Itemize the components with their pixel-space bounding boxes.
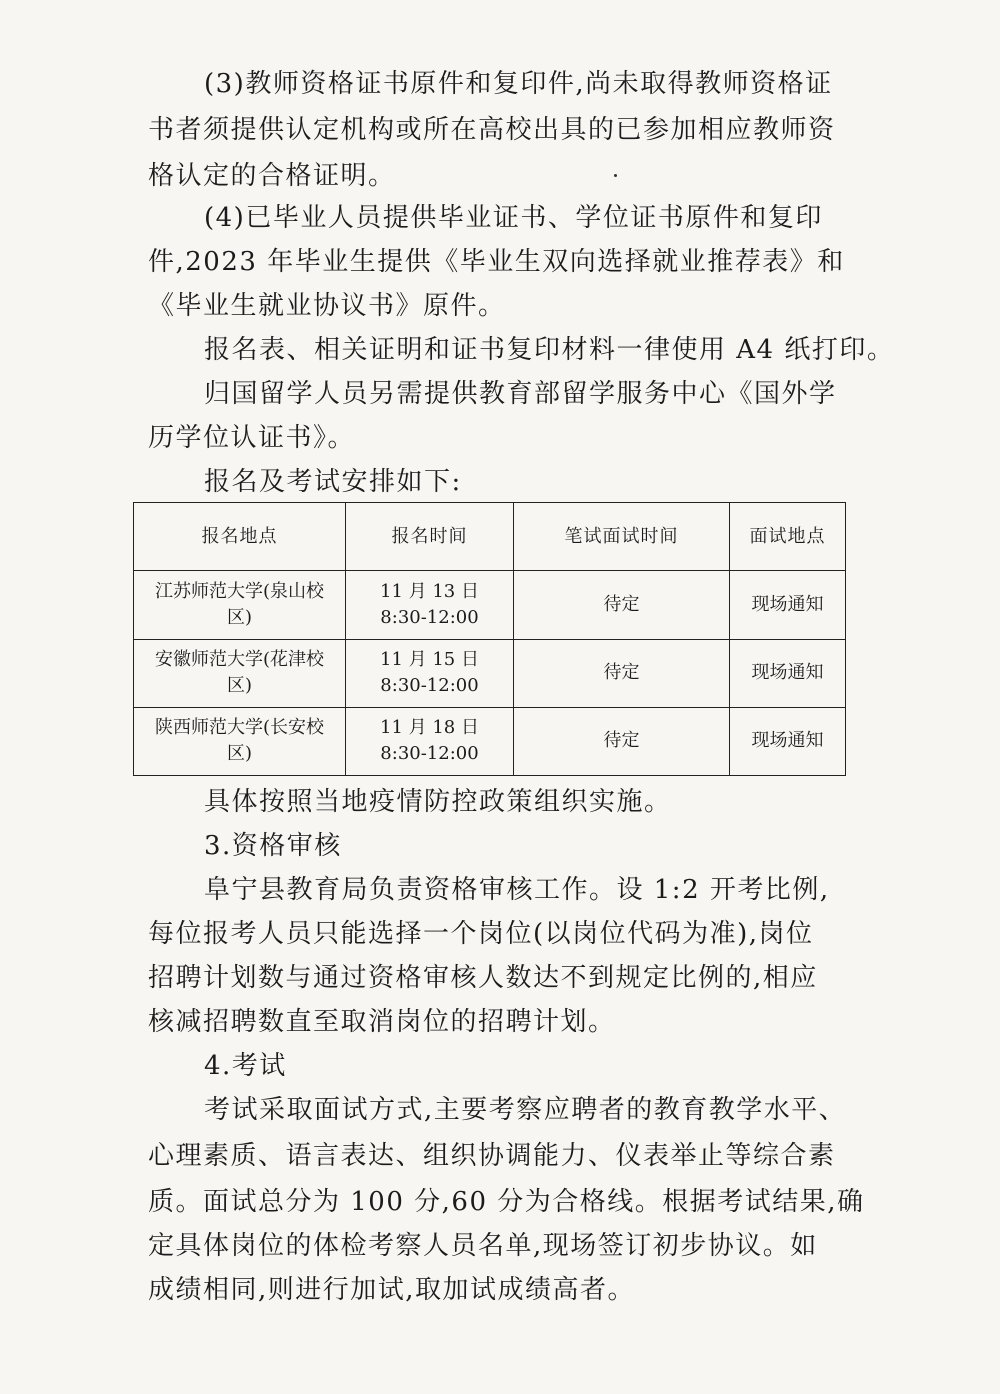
registration-schedule-table — [133, 502, 846, 776]
registration-date: 11 月 13 日 — [380, 580, 479, 602]
paragraph-line: 历学位认证书》。 — [148, 423, 356, 453]
paragraph-line: 招聘计划数与通过资格审核人数达不到规定比例的,相应 — [148, 963, 818, 993]
exam-time-cell: 待定 — [514, 571, 730, 639]
registration-time-cell — [346, 707, 514, 775]
venue-cell: 现场通知 — [730, 707, 846, 775]
registration-time-cell — [346, 571, 514, 639]
paragraph-line: (4)已毕业人员提供毕业证书、学位证书原件和复印 — [204, 203, 823, 233]
location-line: 区) — [226, 743, 253, 765]
header-exam-time: 笔试面试时间 — [514, 503, 730, 571]
paragraph-line: (3)教师资格证书原件和复印件,尚未取得教师资格证 — [204, 69, 833, 99]
paragraph-line: 心理素质、语言表达、组织协调能力、仪表举止等综合素 — [148, 1141, 836, 1171]
location-cell — [134, 571, 346, 639]
registration-date: 11 月 18 日 — [380, 717, 479, 739]
paragraph-line: 每位报考人员只能选择一个岗位(以岗位代码为准),岗位 — [148, 919, 814, 949]
location-cell — [134, 639, 346, 707]
paragraph-line: 核减招聘数直至取消岗位的招聘计划。 — [148, 1007, 616, 1037]
paragraph-line: 报名表、相关证明和证书复印材料一律使用 A4 纸打印。 — [204, 335, 895, 365]
venue-cell: 现场通知 — [730, 571, 846, 639]
registration-hours: 8:30-12:00 — [380, 606, 479, 628]
paragraph-line: 书者须提供认定机构或所在高校出具的已参加相应教师资 — [148, 115, 836, 145]
location-cell — [134, 707, 346, 775]
header-location: 报名地点 — [134, 503, 346, 571]
paragraph-line: 考试采取面试方式,主要考察应聘者的教育教学水平、 — [204, 1095, 847, 1125]
paragraph-line: 阜宁县教育局负责资格审核工作。设 1:2 开考比例, — [204, 875, 830, 905]
paragraph-line: 归国留学人员另需提供教育部留学服务中心《国外学 — [204, 379, 837, 409]
scan-speck — [614, 174, 617, 177]
location-line: 江苏师范大学(泉山校 — [154, 580, 325, 602]
table-row — [134, 639, 846, 707]
section-heading: 3.资格审核 — [204, 831, 342, 861]
location-line: 安徽师范大学(花津校 — [154, 649, 325, 671]
paragraph-line: 报名及考试安排如下: — [204, 467, 462, 497]
location-line: 陕西师范大学(长安校 — [154, 717, 325, 739]
paragraph-line: 定具体岗位的体检考察人员名单,现场签订初步协议。如 — [148, 1231, 818, 1261]
venue-cell: 现场通知 — [730, 639, 846, 707]
table-row — [134, 707, 846, 775]
paragraph-line: 具体按照当地疫情防控政策组织实施。 — [204, 787, 672, 817]
paragraph-line: 《毕业生就业协议书》原件。 — [148, 291, 506, 321]
registration-hours: 8:30-12:00 — [380, 743, 479, 765]
header-interview-venue: 面试地点 — [730, 503, 846, 571]
table-row — [134, 571, 846, 639]
paragraph-line: 质。面试总分为 100 分,60 分为合格线。根据考试结果,确 — [148, 1187, 865, 1217]
registration-date: 11 月 15 日 — [380, 649, 479, 671]
registration-time-cell — [346, 639, 514, 707]
paragraph-line: 格认定的合格证明。 — [148, 161, 396, 191]
table-header-row — [134, 503, 846, 571]
location-line: 区) — [226, 675, 253, 697]
exam-time-cell: 待定 — [514, 707, 730, 775]
registration-hours: 8:30-12:00 — [380, 675, 479, 697]
paragraph-line: 成绩相同,则进行加试,取加试成绩高者。 — [148, 1275, 636, 1305]
paragraph-line: 件,2023 年毕业生提供《毕业生双向选择就业推荐表》和 — [148, 247, 845, 277]
exam-time-cell: 待定 — [514, 639, 730, 707]
header-registration-time: 报名时间 — [346, 503, 514, 571]
section-heading: 4.考试 — [204, 1051, 287, 1081]
location-line: 区) — [226, 606, 253, 628]
